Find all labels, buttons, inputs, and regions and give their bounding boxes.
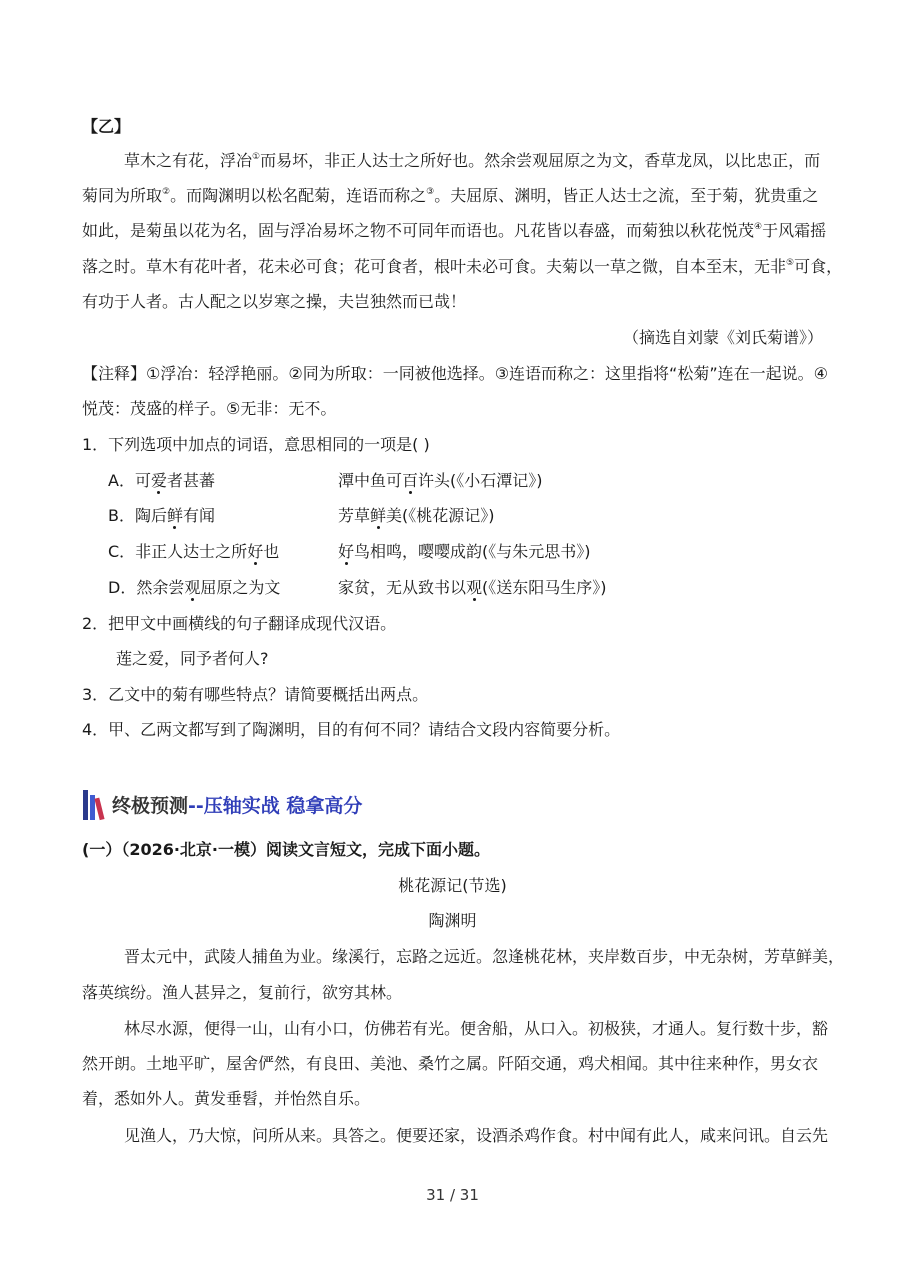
books-icon (82, 788, 110, 822)
footnote-marker: ① (252, 152, 261, 162)
option-b-right: 芳草鲜美(《桃花源记》) (338, 506, 495, 525)
body-line: 着，悉如外人。黄发垂髫，并怡然自乐。 (82, 1089, 371, 1108)
notes-line: 悦茂：茂盛的样子。⑤无非：无不。 (82, 399, 337, 418)
body-line: 落英缤纷。渔人甚异之，复前行，欲穷其林。 (82, 983, 403, 1002)
dotted-word: 观 (184, 578, 201, 597)
passage-yi-line: 落之时。草木有花叶者，花未必可食；花可食者，根叶未必可食。夫菊以一草之微，自本至末，无非⑤可食， (82, 257, 843, 276)
section-title-sub: --压轴实战 稳拿高分 (188, 795, 363, 817)
dotted-word: 鲜 (166, 506, 183, 525)
passage-yi-line: 有功于人者。古人配之以岁寒之操，夫岂独然而已哉！ (82, 292, 467, 311)
dotted-word: 观 (466, 578, 483, 597)
footnote-marker: ② (162, 187, 171, 197)
body-line: 林尽水源，便得一山，山有小口，仿佛若有光。便舍船，从口入。初极狭，才通人。复行数十步，豁 (124, 1019, 829, 1038)
question-1: 1．下列选项中加点的词语，意思相同的一项是( ) (82, 435, 430, 454)
passage-source: （摘选自刘蒙《刘氏菊谱》） (622, 328, 823, 347)
body-line: 见渔人，乃大惊，问所从来。具答之。便要还家，设酒杀鸡作食。村中闻有此人，咸来问讯。自云先 (124, 1126, 829, 1145)
option-c-left: C．非正人达士之所好也 (108, 542, 280, 561)
question-2-sentence: 莲之爱，同予者何人? (116, 649, 269, 668)
question-4: 4．甲、乙两文都写到了陶渊明，目的有何不同？请结合文段内容简要分析。 (82, 720, 621, 739)
notes-line: 【注释】①浮冶：轻浮艳丽。②同为所取：一同被他选择。③连语而称之：这里指将“松菊”连在一起说。④ (82, 364, 828, 383)
passage-yi-line: 如此，是菊虽以花为名，固与浮冶易坏之物不可同年而语也。凡花皆以春盛，而菊独以秋花悦茂④于风霜摇 (82, 221, 827, 240)
option-c-right: 好鸟相鸣，嘤嘤成韵(《与朱元思书》) (338, 542, 591, 561)
dotted-word: 鲜 (370, 506, 387, 525)
passage-yi-line: 草木之有花，浮冶①而易坏，非正人达士之所好也。然余尝观屈原之为文，香草龙凤，以比忠正，而 (124, 151, 821, 170)
dotted-word: 好 (247, 542, 264, 561)
section-title-main: 终极预测 (112, 795, 189, 817)
dotted-word: 爱 (150, 471, 167, 490)
page-number: 31 / 31 (426, 1186, 479, 1204)
text-author: 陶渊明 (428, 911, 477, 930)
dotted-word: 好 (338, 542, 355, 561)
dotted-word: 百 (402, 471, 419, 490)
question-2: 2．把甲文中画横线的句子翻译成现代汉语。 (82, 614, 397, 633)
option-d-left: D．然余尝观屈原之为文 (108, 578, 281, 597)
option-b-left: B．陶后鲜有闻 (108, 506, 216, 525)
exam-heading: (一）（2026·北京·一模）阅读文言短文，完成下面小题。 (82, 840, 491, 859)
option-d-right: 家贫，无从致书以观(《送东阳马生序》) (338, 578, 607, 597)
question-3: 3．乙文中的菊有哪些特点？请简要概括出两点。 (82, 685, 429, 704)
text-title: 桃花源记(节选) (398, 876, 507, 895)
passage-yi-label: 【乙】 (82, 117, 131, 136)
footnote-marker: ⑤ (786, 258, 795, 268)
option-a-right: 潭中鱼可百许头(《小石潭记》) (338, 471, 543, 490)
footnote-marker: ③ (426, 187, 435, 197)
body-line: 晋太元中，武陵人捕鱼为业。缘溪行，忘路之远近。忽逢桃花林，夹岸数百步，中无杂树，芳草鲜美， (124, 947, 845, 966)
body-line: 然开朗。土地平旷，屋舍俨然，有良田、美池、桑竹之属。阡陌交通，鸡犬相闻。其中往来种作，男女衣 (82, 1054, 819, 1073)
footnote-marker: ④ (754, 222, 763, 232)
passage-yi-line: 菊同为所取②。而陶渊明以松名配菊，连语而称之③。夫屈原、渊明，皆正人达士之流，至于菊，犹贵重之 (82, 186, 819, 205)
option-a-left: A．可爱者甚蕃 (108, 471, 215, 490)
